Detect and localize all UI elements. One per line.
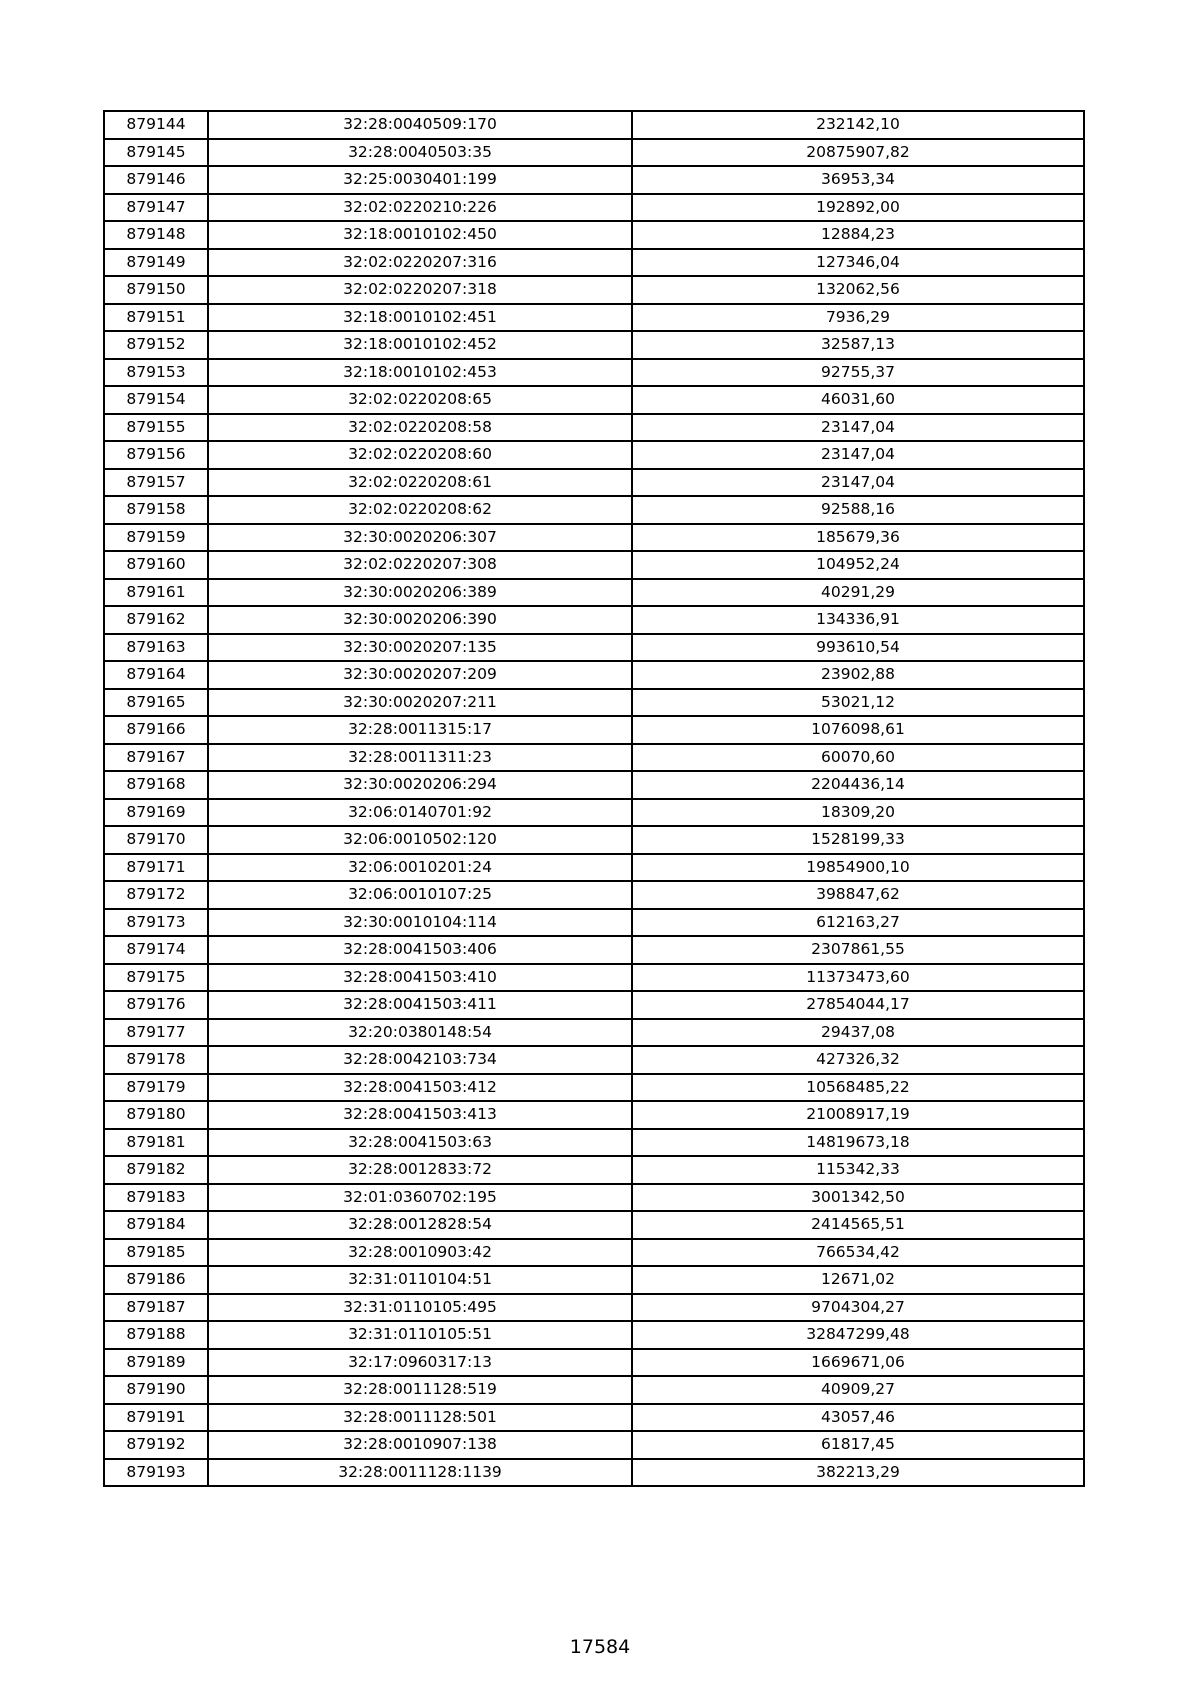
row-id-cell: 879181 [104, 1129, 208, 1157]
table-row [104, 799, 1084, 827]
table-row [104, 139, 1084, 167]
cadastral-number-cell: 32:02:0220208:65 [208, 386, 632, 414]
table-row [104, 276, 1084, 304]
row-id-cell: 879145 [104, 139, 208, 167]
cadastral-number-cell: 32:06:0140701:92 [208, 799, 632, 827]
value-cell: 53021,12 [632, 689, 1084, 717]
table-row [104, 496, 1084, 524]
row-id-cell: 879164 [104, 661, 208, 689]
table-row [104, 661, 1084, 689]
row-id-cell: 879146 [104, 166, 208, 194]
cadastral-number-cell: 32:17:0960317:13 [208, 1349, 632, 1377]
value-cell: 1076098,61 [632, 716, 1084, 744]
value-cell: 993610,54 [632, 634, 1084, 662]
row-id-cell: 879184 [104, 1211, 208, 1239]
value-cell: 2307861,55 [632, 936, 1084, 964]
table-row [104, 826, 1084, 854]
table-row [104, 1459, 1084, 1487]
table-row [104, 1266, 1084, 1294]
table-row [104, 1074, 1084, 1102]
row-id-cell: 879152 [104, 331, 208, 359]
cadastral-number-cell: 32:28:0042103:734 [208, 1046, 632, 1074]
table-body [104, 111, 1084, 1486]
table-row [104, 854, 1084, 882]
row-id-cell: 879169 [104, 799, 208, 827]
cadastral-number-cell: 32:18:0010102:453 [208, 359, 632, 387]
value-cell: 382213,29 [632, 1459, 1084, 1487]
row-id-cell: 879176 [104, 991, 208, 1019]
cadastral-number-cell: 32:30:0020206:294 [208, 771, 632, 799]
cadastral-number-cell: 32:30:0020207:209 [208, 661, 632, 689]
row-id-cell: 879190 [104, 1376, 208, 1404]
value-cell: 232142,10 [632, 111, 1084, 139]
table-row [104, 1404, 1084, 1432]
cadastral-number-cell: 32:02:0220207:316 [208, 249, 632, 277]
cadastral-number-cell: 32:20:0380148:54 [208, 1019, 632, 1047]
table-row [104, 359, 1084, 387]
row-id-cell: 879173 [104, 909, 208, 937]
data-table [103, 110, 1085, 1487]
value-cell: 766534,42 [632, 1239, 1084, 1267]
value-cell: 185679,36 [632, 524, 1084, 552]
value-cell: 40291,29 [632, 579, 1084, 607]
value-cell: 14819673,18 [632, 1129, 1084, 1157]
cadastral-number-cell: 32:28:0041503:412 [208, 1074, 632, 1102]
cadastral-number-cell: 32:28:0011315:17 [208, 716, 632, 744]
table-row [104, 579, 1084, 607]
table-row [104, 716, 1084, 744]
cadastral-number-cell: 32:31:0110104:51 [208, 1266, 632, 1294]
cadastral-number-cell: 32:02:0220208:62 [208, 496, 632, 524]
row-id-cell: 879157 [104, 469, 208, 497]
value-cell: 132062,56 [632, 276, 1084, 304]
value-cell: 60070,60 [632, 744, 1084, 772]
cadastral-number-cell: 32:02:0220210:226 [208, 194, 632, 222]
table-row [104, 771, 1084, 799]
value-cell: 20875907,82 [632, 139, 1084, 167]
value-cell: 398847,62 [632, 881, 1084, 909]
row-id-cell: 879187 [104, 1294, 208, 1322]
table-row [104, 551, 1084, 579]
value-cell: 127346,04 [632, 249, 1084, 277]
row-id-cell: 879148 [104, 221, 208, 249]
row-id-cell: 879193 [104, 1459, 208, 1487]
cadastral-number-cell: 32:28:0012833:72 [208, 1156, 632, 1184]
cadastral-number-cell: 32:28:0041503:410 [208, 964, 632, 992]
row-id-cell: 879172 [104, 881, 208, 909]
cadastral-number-cell: 32:06:0010107:25 [208, 881, 632, 909]
cadastral-number-cell: 32:28:0041503:411 [208, 991, 632, 1019]
row-id-cell: 879150 [104, 276, 208, 304]
value-cell: 36953,34 [632, 166, 1084, 194]
row-id-cell: 879180 [104, 1101, 208, 1129]
row-id-cell: 879167 [104, 744, 208, 772]
value-cell: 23902,88 [632, 661, 1084, 689]
table-row [104, 606, 1084, 634]
cadastral-number-cell: 32:02:0220208:61 [208, 469, 632, 497]
cadastral-number-cell: 32:01:0360702:195 [208, 1184, 632, 1212]
cadastral-number-cell: 32:28:0041503:406 [208, 936, 632, 964]
row-id-cell: 879149 [104, 249, 208, 277]
cadastral-number-cell: 32:30:0010104:114 [208, 909, 632, 937]
table-row [104, 304, 1084, 332]
value-cell: 10568485,22 [632, 1074, 1084, 1102]
cadastral-number-cell: 32:06:0010201:24 [208, 854, 632, 882]
row-id-cell: 879166 [104, 716, 208, 744]
table-row [104, 524, 1084, 552]
page-number: 17584 [569, 1636, 631, 1658]
value-cell: 46031,60 [632, 386, 1084, 414]
value-cell: 61817,45 [632, 1431, 1084, 1459]
cadastral-number-cell: 32:28:0041503:413 [208, 1101, 632, 1129]
row-id-cell: 879178 [104, 1046, 208, 1074]
row-id-cell: 879189 [104, 1349, 208, 1377]
value-cell: 1528199,33 [632, 826, 1084, 854]
table-row [104, 1184, 1084, 1212]
row-id-cell: 879191 [104, 1404, 208, 1432]
value-cell: 612163,27 [632, 909, 1084, 937]
value-cell: 2204436,14 [632, 771, 1084, 799]
cadastral-number-cell: 32:30:0020206:307 [208, 524, 632, 552]
cadastral-number-cell: 32:18:0010102:452 [208, 331, 632, 359]
row-id-cell: 879147 [104, 194, 208, 222]
table-row [104, 249, 1084, 277]
cadastral-number-cell: 32:28:0011128:501 [208, 1404, 632, 1432]
table-row [104, 1019, 1084, 1047]
table-row [104, 936, 1084, 964]
cadastral-number-cell: 32:31:0110105:495 [208, 1294, 632, 1322]
value-cell: 1669671,06 [632, 1349, 1084, 1377]
row-id-cell: 879175 [104, 964, 208, 992]
cadastral-number-cell: 32:18:0010102:451 [208, 304, 632, 332]
value-cell: 11373473,60 [632, 964, 1084, 992]
value-cell: 29437,08 [632, 1019, 1084, 1047]
value-cell: 192892,00 [632, 194, 1084, 222]
cadastral-number-cell: 32:02:0220207:308 [208, 551, 632, 579]
table-row [104, 194, 1084, 222]
value-cell: 2414565,51 [632, 1211, 1084, 1239]
value-cell: 19854900,10 [632, 854, 1084, 882]
value-cell: 27854044,17 [632, 991, 1084, 1019]
value-cell: 23147,04 [632, 469, 1084, 497]
value-cell: 9704304,27 [632, 1294, 1084, 1322]
table-row [104, 166, 1084, 194]
table-row [104, 1046, 1084, 1074]
row-id-cell: 879170 [104, 826, 208, 854]
cadastral-number-cell: 32:28:0011128:1139 [208, 1459, 632, 1487]
cadastral-number-cell: 32:28:0041503:63 [208, 1129, 632, 1157]
table-row [104, 469, 1084, 497]
value-cell: 43057,46 [632, 1404, 1084, 1432]
row-id-cell: 879182 [104, 1156, 208, 1184]
cadastral-number-cell: 32:30:0020207:135 [208, 634, 632, 662]
value-cell: 92588,16 [632, 496, 1084, 524]
table-row [104, 1211, 1084, 1239]
table-row [104, 414, 1084, 442]
row-id-cell: 879183 [104, 1184, 208, 1212]
table-row [104, 386, 1084, 414]
table-row [104, 1294, 1084, 1322]
row-id-cell: 879155 [104, 414, 208, 442]
table-row [104, 1321, 1084, 1349]
value-cell: 427326,32 [632, 1046, 1084, 1074]
cadastral-number-cell: 32:30:0020206:390 [208, 606, 632, 634]
table-row [104, 1101, 1084, 1129]
table-row [104, 1129, 1084, 1157]
row-id-cell: 879151 [104, 304, 208, 332]
cadastral-number-cell: 32:25:0030401:199 [208, 166, 632, 194]
table-row [104, 1376, 1084, 1404]
table-row [104, 964, 1084, 992]
cadastral-number-cell: 32:02:0220208:60 [208, 441, 632, 469]
table-row [104, 744, 1084, 772]
cadastral-number-cell: 32:28:0012828:54 [208, 1211, 632, 1239]
value-cell: 23147,04 [632, 441, 1084, 469]
cadastral-number-cell: 32:02:0220208:58 [208, 414, 632, 442]
value-cell: 115342,33 [632, 1156, 1084, 1184]
value-cell: 12671,02 [632, 1266, 1084, 1294]
cadastral-number-cell: 32:31:0110105:51 [208, 1321, 632, 1349]
cadastral-number-cell: 32:28:0011311:23 [208, 744, 632, 772]
value-cell: 18309,20 [632, 799, 1084, 827]
row-id-cell: 879153 [104, 359, 208, 387]
cadastral-number-cell: 32:28:0040503:35 [208, 139, 632, 167]
cadastral-number-cell: 32:30:0020206:389 [208, 579, 632, 607]
value-cell: 104952,24 [632, 551, 1084, 579]
value-cell: 32847299,48 [632, 1321, 1084, 1349]
value-cell: 21008917,19 [632, 1101, 1084, 1129]
row-id-cell: 879159 [104, 524, 208, 552]
value-cell: 92755,37 [632, 359, 1084, 387]
row-id-cell: 879177 [104, 1019, 208, 1047]
cadastral-number-cell: 32:28:0011128:519 [208, 1376, 632, 1404]
table-row [104, 634, 1084, 662]
cadastral-number-cell: 32:28:0010903:42 [208, 1239, 632, 1267]
row-id-cell: 879188 [104, 1321, 208, 1349]
table-row [104, 1349, 1084, 1377]
cadastral-number-cell: 32:18:0010102:450 [208, 221, 632, 249]
row-id-cell: 879158 [104, 496, 208, 524]
value-cell: 23147,04 [632, 414, 1084, 442]
value-cell: 134336,91 [632, 606, 1084, 634]
cadastral-number-cell: 32:28:0010907:138 [208, 1431, 632, 1459]
row-id-cell: 879163 [104, 634, 208, 662]
table-row [104, 1431, 1084, 1459]
value-cell: 32587,13 [632, 331, 1084, 359]
cadastral-number-cell: 32:06:0010502:120 [208, 826, 632, 854]
row-id-cell: 879156 [104, 441, 208, 469]
row-id-cell: 879168 [104, 771, 208, 799]
row-id-cell: 879186 [104, 1266, 208, 1294]
row-id-cell: 879161 [104, 579, 208, 607]
table-row [104, 1156, 1084, 1184]
table-row [104, 111, 1084, 139]
cadastral-number-cell: 32:02:0220207:318 [208, 276, 632, 304]
row-id-cell: 879162 [104, 606, 208, 634]
row-id-cell: 879165 [104, 689, 208, 717]
value-cell: 7936,29 [632, 304, 1084, 332]
value-cell: 40909,27 [632, 1376, 1084, 1404]
row-id-cell: 879179 [104, 1074, 208, 1102]
table-row [104, 441, 1084, 469]
table-row [104, 221, 1084, 249]
row-id-cell: 879174 [104, 936, 208, 964]
table-row [104, 1239, 1084, 1267]
row-id-cell: 879144 [104, 111, 208, 139]
table-row [104, 331, 1084, 359]
table-row [104, 991, 1084, 1019]
table-row [104, 909, 1084, 937]
cadastral-number-cell: 32:28:0040509:170 [208, 111, 632, 139]
row-id-cell: 879160 [104, 551, 208, 579]
row-id-cell: 879154 [104, 386, 208, 414]
cadastral-number-cell: 32:30:0020207:211 [208, 689, 632, 717]
table-row [104, 689, 1084, 717]
row-id-cell: 879171 [104, 854, 208, 882]
value-cell: 12884,23 [632, 221, 1084, 249]
row-id-cell: 879192 [104, 1431, 208, 1459]
row-id-cell: 879185 [104, 1239, 208, 1267]
table-row [104, 881, 1084, 909]
value-cell: 3001342,50 [632, 1184, 1084, 1212]
